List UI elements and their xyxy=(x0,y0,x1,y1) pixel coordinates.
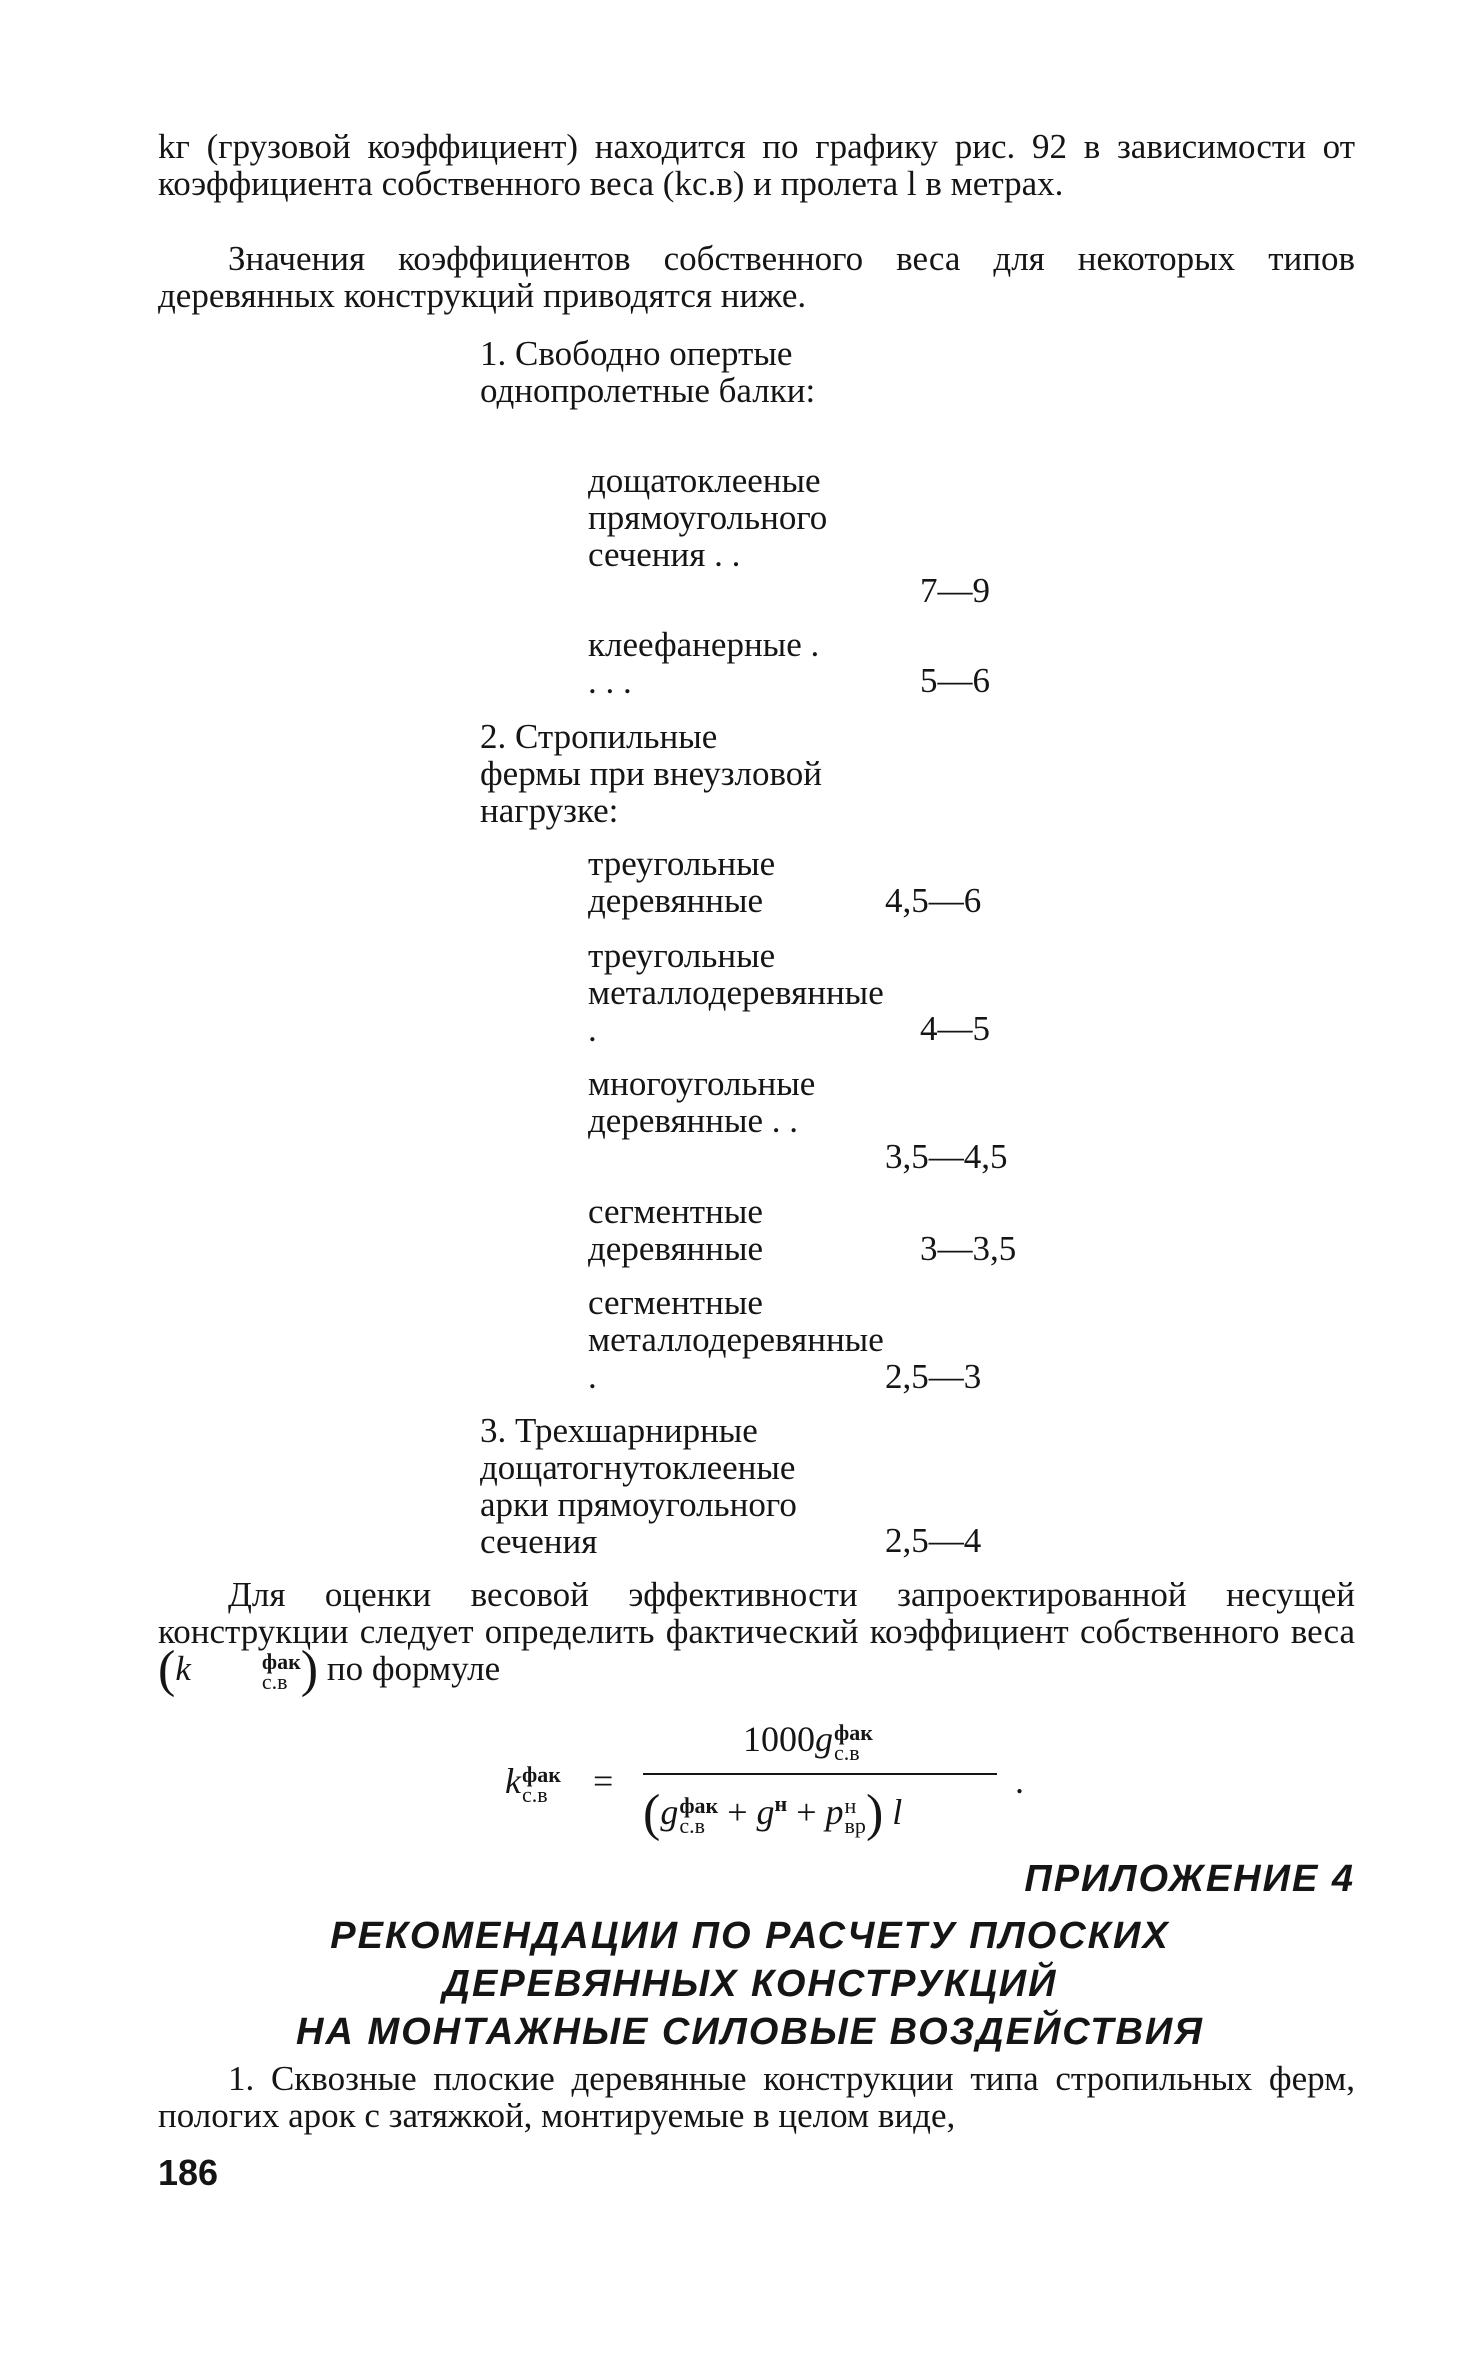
formula-numerator: 1000g фак с.в xyxy=(743,1719,873,1765)
list-item: 2. Стропильные фермы при внеузловой нагрузке: xyxy=(480,717,823,830)
formula-denominator: (g фак с.в + $g^н + p$ н вр ) l xyxy=(643,1785,903,1842)
list-item: 3. Трехшарнирные дощатогнутоклееные арки прямоугольного сечения xyxy=(480,1411,797,1561)
heading-line-2: ДЕРЕВЯННЫХ КОНСТРУКЦИЙ xyxy=(442,1963,1058,2005)
formula-period: . xyxy=(1015,1761,1024,1801)
list-item: треугольные деревянные xyxy=(588,844,776,920)
list-value: 2,5—4 xyxy=(885,1521,982,1560)
intro-paragraph-1: kг (грузовой коэффициент) находится по графику рис. 92 в зависимости от коэффициента собственного веса (kс.в) и пролета l в метрах. xyxy=(158,127,1355,203)
section-heading xyxy=(250,1912,1250,2056)
fraction-bar xyxy=(643,1773,997,1775)
formula-lhs: k фак с.в xyxy=(505,1761,561,1807)
list-value: 3—3,5 xyxy=(920,1229,1017,1268)
list-item: треугольные металлодеревянные . xyxy=(588,936,884,1049)
inline-symbol: (k фак с.в ) xyxy=(158,1641,319,1698)
list-value: 7—9 xyxy=(920,571,990,610)
evaluation-text: Для оценки весовой эффективности запроектированной несущей конструкции следует определить фактический коэффициент собственного веса xyxy=(158,1575,1355,1651)
list-value: 3,5—4,5 xyxy=(885,1137,1008,1176)
evaluation-tail: по формуле xyxy=(326,1649,501,1688)
heading-line-3: НА МОНТАЖНЫЕ СИЛОВЫЕ ВОЗДЕЙСТВИЯ xyxy=(296,2011,1204,2053)
list-item: многоугольные деревянные . . xyxy=(588,1064,816,1140)
list-value: 4,5—6 xyxy=(885,881,982,920)
formula-equals: = xyxy=(593,1761,614,1801)
weight-coefficient-formula xyxy=(505,1718,1065,1848)
intro-paragraph-2: Значения коэффициентов собственного веса для некоторых типов деревянных конструкций приводятся ниже. xyxy=(158,239,1355,315)
list-item: сегментные металлодеревянные . xyxy=(588,1283,884,1396)
list-value: 4—5 xyxy=(920,1009,990,1048)
list-item: дощатоклееные прямоугольного сечения . . xyxy=(588,461,828,574)
heading-line-1: РЕКОМЕНДАЦИИ ПО РАСЧЕТУ ПЛОСКИХ xyxy=(330,1915,1170,1957)
list-item: клеефанерные . . . . xyxy=(588,625,820,701)
page-number: 186 xyxy=(158,2152,219,2193)
list-value: 5—6 xyxy=(920,661,990,700)
list-item: 1. Свободно опертые однопролетные балки: xyxy=(480,334,816,410)
evaluation-paragraph xyxy=(158,1575,1355,1698)
appendix-label: ПРИЛОЖЕНИЕ 4 xyxy=(1024,1858,1355,1900)
list-value: 2,5—3 xyxy=(885,1357,982,1396)
list-item: сегментные деревянные xyxy=(588,1192,764,1268)
recommendation-paragraph: 1. Сквозные плоские деревянные конструкции типа стропильных ферм, пологих арок с затяжкой, монтируемые в целом виде, xyxy=(158,2059,1355,2135)
